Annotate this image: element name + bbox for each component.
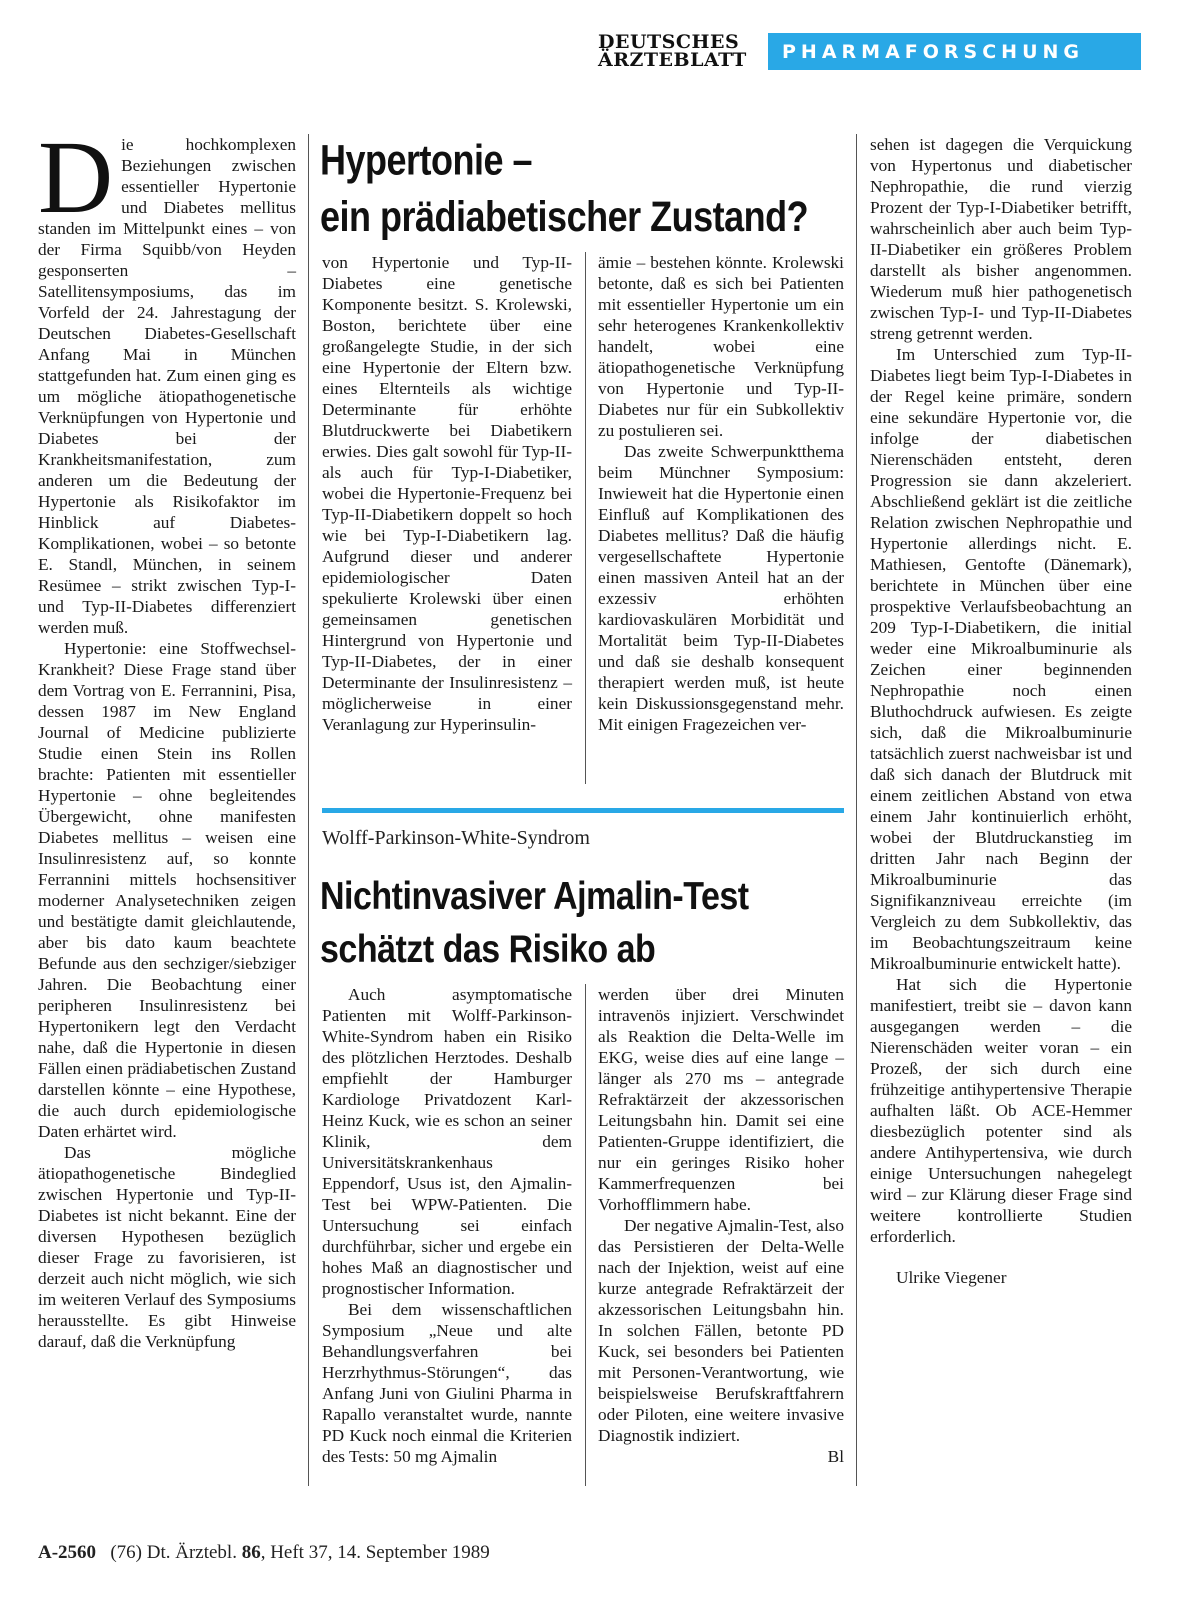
article1-headline — [320, 132, 808, 245]
paragraph: Im Unterschied zum Typ-II-Diabetes liegt beim Typ-I-Diabetes in der Regel keine primäre, sondern eine sekundäre Hypertonie vor, die infolge der diabetischen Nierenschäden entsteht, deren Progression sie dann akzeleriert. Abschließend geklärt ist die zeitliche Relation zwischen Nephropathie und Hypertonie allerdings nicht. E. Mathiesen, Gentofte (Dänemark), berichtete in München über eine prospektive Verlaufsbeobachtung an 209 Typ-I-Diabetikern, die initial weder eine Mikroalbuminurie als Zeichen einer beginnenden Nephropathie noch einen Bluthochdruck aufwiesen. Es zeigte sich, daß die Mikroalbuminurie tatsächlich zuerst nachweisbar ist und daß sich danach der Blutdruck mit einem zeitlichen Abstand von etwa einem Jahr kontinuierlich erhöht, wobei der Blutdruckanstieg im dritten Jahr nach Beginn der Mikroalbuminurie das Signifikanzniveau erreichte (im Vergleich zu dem Subkollektiv, das im Beobachtungszeitraum keine Mikroalbuminurie entwickelt hatte). — [870, 345, 1132, 973]
article1-column-3 — [598, 252, 844, 735]
column-divider — [856, 134, 857, 1486]
paragraph: Hypertonie: eine Stoffwechsel-Krankheit? Diese Frage stand über dem Vortrag von E. Ferrannini, Pisa, dessen 1987 im New England Journal of Medicine publizierte Studie einen Stein ins Rollen brachte: Patienten mit essentieller Hypertonie – ohne begleitendes Übergewicht, ohne manifesten Diabetes mellitus – weisen eine Insulinresistenz auf, so konnte Ferrannini mittels hochsensitiver moderner Analysetechniken zeigen und bestätigte damit gleichlautende, aber bis dato kaum beachtete Befunde aus den sechziger/siebziger Jahren. Die Beobachtung einer peripheren Insulinresistenz bei Hypertonikern legt den Verdacht nahe, daß die Hypertonie in diesen Fällen einen prädiabetischen Zustand darstellen könnte – eine Hypothese, die auch durch epidemiologische Daten erhärtet wird. — [38, 639, 296, 1141]
author-byline: Ulrike Viegener — [896, 1268, 1007, 1287]
section-label: PHARMAFORSCHUNG — [768, 33, 1141, 70]
article-separator — [322, 808, 844, 813]
drop-cap: D — [38, 120, 114, 235]
headline-line: Hypertonie – — [320, 135, 533, 184]
headline-line: schätzt das Risiko ab — [320, 927, 656, 972]
article1-column-4 — [870, 134, 1132, 1288]
paragraph: sehen ist dagegen die Verquickung von Hypertonus und diabetischer Nephropathie, die rund vierzig Prozent der Typ-I-Diabetiker betrifft, wahrscheinlich aber auch beim Typ-II-Diabetiker ein größeres Problem darstellt als bisher angenommen. Wiederum muß hier pathogenetisch zwischen Typ-I- und Typ-II-Diabetes streng getrennt werden. — [870, 135, 1132, 343]
paragraph: Das mögliche ätiopathogenetische Bindeglied zwischen Hypertonie und Typ-II-Diabetes ist nicht bekannt. Eine der diversen Hypothesen bezüglich dieser Frage zu favorisieren, ist derzeit auch nicht möglich, wie sich im weiteren Verlauf des Symposiums herausstellte. Es gibt Hinweise darauf, daß die Verknüpfung — [38, 1143, 296, 1351]
page-footer — [38, 1542, 490, 1564]
paragraph: Hat sich die Hypertonie manifestiert, treibt sie – davon kann ausgegangen werden – die Nierenschäden weiter voran – ein Prozeß, der sich durch eine frühzeitige antihypertensive Therapie aufhalten läßt. Ob ACE-Hemmer diesbezüglich potenter sind als andere Antihypertensiva, wie durch einige Untersuchungen nahegelegt wird – zur Klärung dieser Frage sind weitere kontrollierte Studien erforderlich. — [870, 975, 1132, 1246]
paragraph: Auch asymptomatische Patienten mit Wolff-Parkinson-White-Syndrom haben ein Risiko des plötzlichen Herztodes. Deshalb empfiehlt der Hamburger Kardiologe Privatdozent Karl-Heinz Kuck, wie es schon an seiner Klinik, dem Universitätskrankenhaus Eppendorf, Usus ist, den Ajmalin-Test bei WPW-Patienten. Die Untersuchung sei einfach durchführbar, sicher und ergebe ein hohes Maß an diagnostischer und prognostischer Information. — [322, 985, 572, 1298]
headline-line: Nichtinvasiver Ajmalin-Test — [320, 874, 749, 919]
column-divider — [308, 134, 309, 1486]
article2-kicker: Wolff-Parkinson-White-Syndrom — [322, 827, 590, 849]
journal-name-line2: ÄRZTEBLATT — [598, 49, 747, 71]
paragraph: ie hochkomplexen Beziehungen zwischen essentieller Hypertonie und Diabetes mellitus standen im Mittelpunkt eines – von der Firma Squibb/von Heyden gesponserten – Satellitensymposiums, das im Vorfeld der 24. Jahrestagung der Deutschen Diabetes-Gesellschaft Anfang Mai in München stattgefunden hat. Zum einen ging es um mögliche ätiopathogenetische Verknüpfungen von Hypertonie und Diabetes bei der Krankheitsmanifestation, zum anderen um die Bedeutung der Hypertonie als Risikofaktor im Hinblick auf Diabetes-Komplikationen, wobei – so betonte E. Standl, München, in seinem Resümee – strikt zwischen Typ-I- und Typ-II-Diabetes differenziert werden muß. — [38, 135, 296, 637]
headline-line: ein prädiabetischer Zustand? — [320, 192, 809, 241]
column-divider — [585, 984, 586, 1486]
article2-headline — [320, 870, 749, 976]
article2-column-2 — [598, 984, 844, 1467]
column-divider — [585, 252, 586, 784]
article2-column-1 — [322, 984, 572, 1467]
paragraph: Bei dem wissenschaftlichen Symposium „Neue und alte Behandlungsverfahren bei Herzrhythmus-Störungen“, das Anfang Juni von Giulini Pharma in Rapallo veranstaltet wurde, nannte PD Kuck noch einmal die Kriterien des Tests: 50 mg Ajmalin — [322, 1300, 572, 1466]
issue-prefix: (76) Dt. Ärztebl. — [110, 1542, 237, 1563]
paragraph: von Hypertonie und Typ-II-Diabetes eine genetische Komponente besitzt. S. Krolewski, Boston, berichtete über eine großangelegte Studie, in der sich eine Hypertonie der Eltern bzw. eines Elternteils als wichtige Determinante für erhöhte Blutdruckwerte bei Diabetikern erwies. Dies galt sowohl für Typ-II- als auch für Typ-I-Diabetiker, wobei die Hypertonie-Frequenz bei Typ-II-Diabetikern doppelt so hoch wie bei Typ-I-Diabetikern lag. Aufgrund dieser und anderer epidemiologischer Daten spekulierte Krolewski über einen gemeinsamen genetischen Hintergrund von Hypertonie und Typ-II-Diabetes, der in einer Determinante der Insulinresistenz – möglicherweise in einer Veranlagung zur Hyperinsulin- — [322, 253, 572, 734]
paragraph: ämie – bestehen könnte. Krolewski betonte, daß es sich bei Patienten mit essentieller Hypertonie um ein sehr heterogenes Krankenkollektiv handelt, wobei eine ätiopathogenetische Verknüpfung von Hypertonie und Typ-II-Diabetes nur für ein Subkollektiv zu postulieren sei. — [598, 253, 844, 440]
page-number: A-2560 — [38, 1542, 97, 1563]
paragraph: werden über drei Minuten intravenös injiziert. Verschwindet als Reaktion die Delta-Welle im EKG, weise dies auf eine lange – länger als 270 ms – antegrade Refraktärzeit der akzessorischen Leitungsbahn hin. Damit sei eine Patienten-Gruppe identifiziert, die nur ein geringes Risiko hoher Kammerfrequenzen bei Vorhofflimmern habe. — [598, 985, 844, 1214]
issue-suffix: , Heft 37, 14. September 1989 — [260, 1542, 490, 1563]
journal-name-line1: DEUTSCHES — [598, 31, 740, 53]
article1-column-1 — [38, 120, 296, 1352]
article1-column-2 — [322, 252, 572, 735]
signoff: Bl — [827, 1447, 844, 1466]
paragraph: Der negative Ajmalin-Test, also das Persistieren der Delta-Welle nach der Injektion, weist auf eine kurze antegrade Refraktärzeit der akzessorischen Leitungsbahn hin. In solchen Fällen, betonte PD Kuck, sei besonders bei Patienten mit Personen-Verantwortung, wie beispielsweise Berufskraftfahrern oder Piloten, eine weitere invasive Diagnostik indiziert. — [598, 1216, 844, 1445]
journal-logo — [598, 33, 748, 69]
paragraph: Das zweite Schwerpunktthema beim Münchner Symposium: Inwieweit hat die Hypertonie einen Einfluß auf Komplikationen des Diabetes mellitus? Daß die häufig vergesellschaftete Hypertonie einen massiven Anteil hat an der exzessiv erhöhten kardiovaskulären Morbidität und Mortalität beim Typ-II-Diabetes und daß sie deshalb konsequent therapiert werden muß, ist heute kein Diskussionsgegenstand mehr. Mit einigen Fragezeichen ver- — [598, 442, 844, 734]
volume-number: 86 — [241, 1542, 261, 1563]
